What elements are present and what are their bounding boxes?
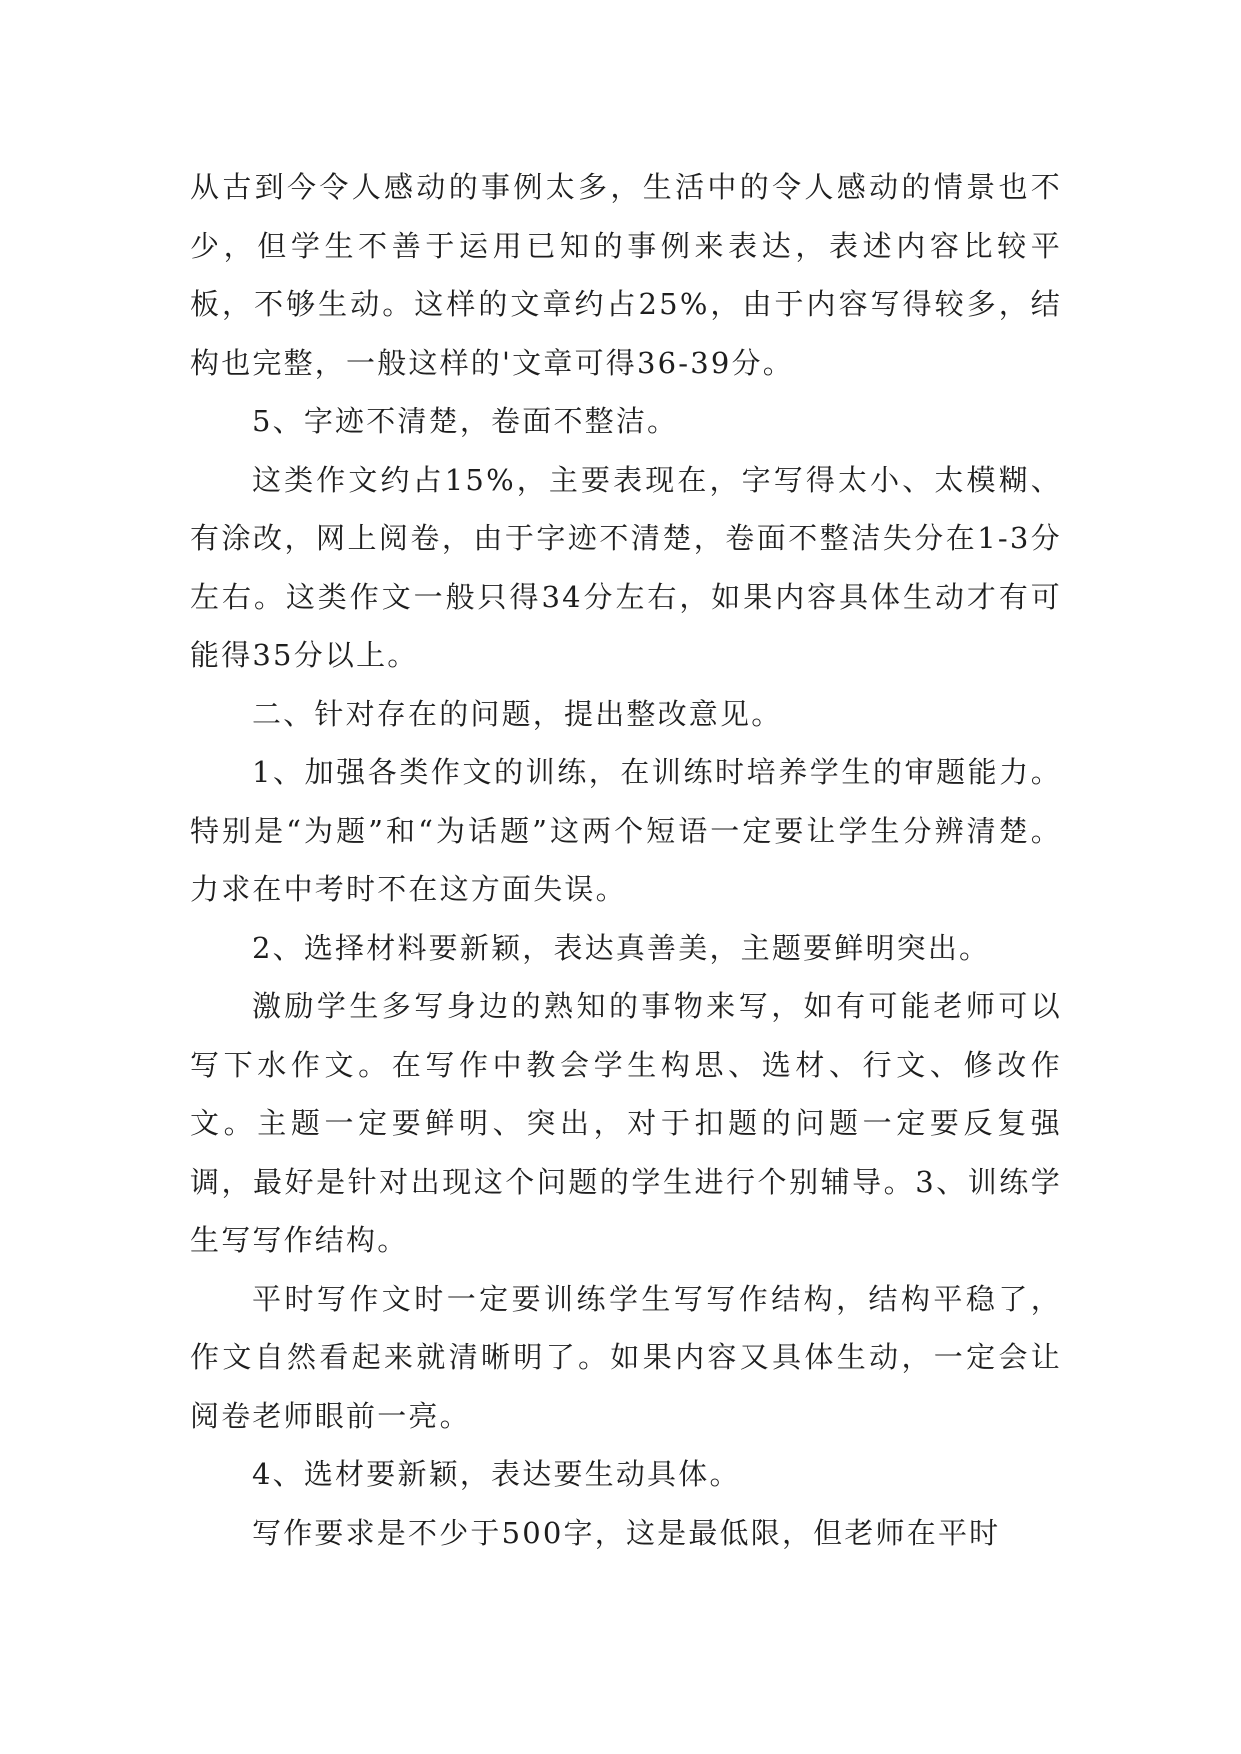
paragraph-10: 写作要求是不少于500字，这是最低限，但老师在平时 <box>252 1515 1001 1550</box>
section-heading-suggestions: 二、针对存在的问题，提出整改意见。 <box>252 696 783 731</box>
paragraph-3: 这类作文约占15%，主要表现在，字写得太小、太模糊、有涂改，网上阅卷，由于字迹不清楚，卷面不整洁失分在1-3分左右。这类作文一般只得34分左右，如果内容具体生动才有可能得35分以上。 <box>190 462 1062 672</box>
paragraph-2-heading: 5、字迹不清楚，卷面不整洁。 <box>252 404 679 438</box>
document-page <box>190 158 1062 1562</box>
paragraph-7: 激励学生多写身边的熟知的事物来写，如有可能老师可以写下水作文。在写作中教会学生构思、选材、行文、修改作文。主题一定要鲜明、突出，对于扣题的问题一定要反复强调，最好是针对出现这个问题的学生进行个别辅导。3、训练学生写写作结构。 <box>190 989 1062 1257</box>
paragraph-6-heading: 2、选择材料要新颖，表达真善美，主题要鲜明突出。 <box>252 930 991 965</box>
paragraph-8: 平时写作文时一定要训练学生写写作结构，结构平稳了，作文自然看起来就清晰明了。如果内容又具体生动，一定会让阅卷老师眼前一亮。 <box>190 1281 1062 1433</box>
paragraph-9-heading: 4、选材要新颖，表达要生动具体。 <box>252 1457 741 1491</box>
paragraph-1: 从古到今令人感动的事例太多，生活中的令人感动的情景也不少，但学生不善于运用已知的事例来表达，表述内容比较平板，不够生动。这样的文章约占25%，由于内容写得较多，结构也完整，一般这样的'文章可得36-39分。 <box>190 170 1062 380</box>
paragraph-5: 1、加强各类作文的训练，在训练时培养学生的审题能力。特别是“为题”和“为话题”这两个短语一定要让学生分辨清楚。力求在中考时不在这方面失误。 <box>190 755 1062 906</box>
